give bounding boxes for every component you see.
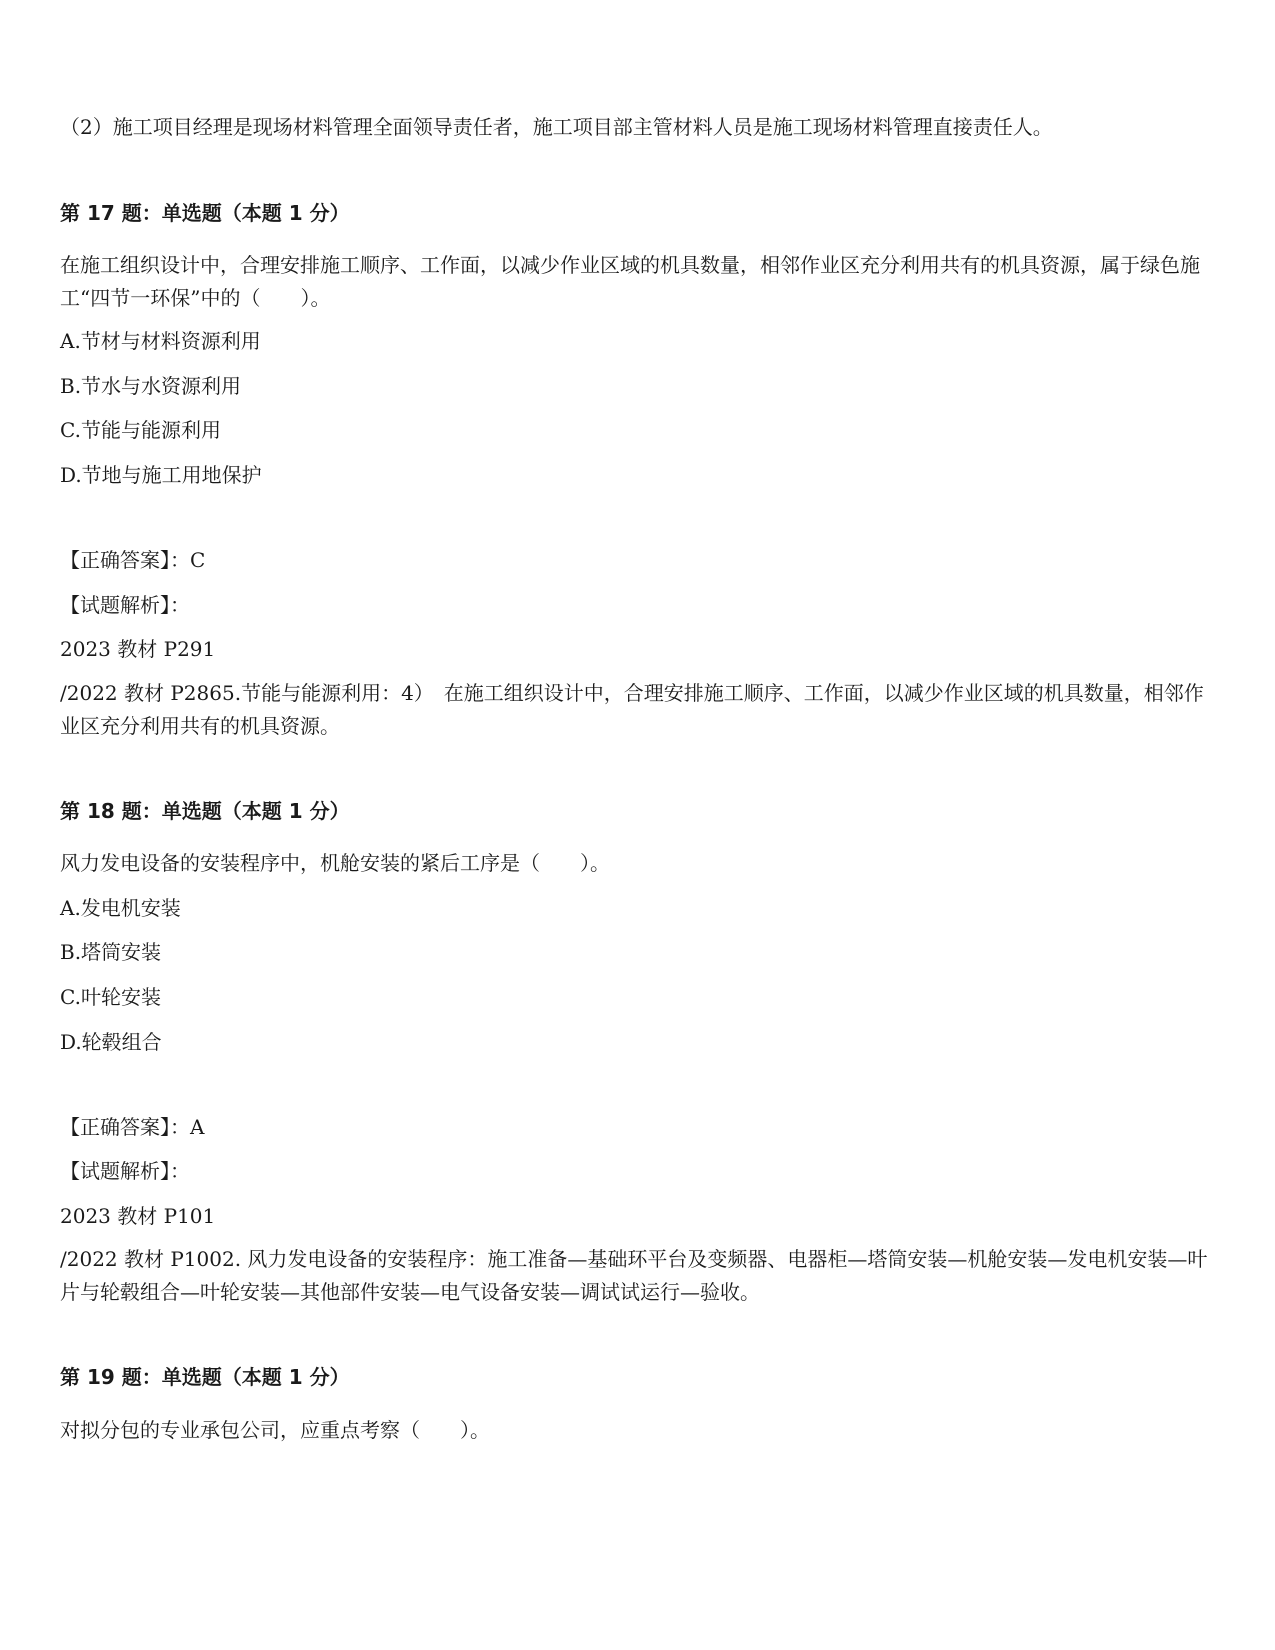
question-18-option-c: C.叶轮安装: [60, 985, 161, 1009]
question-18-analysis-label: 【试题解析】：: [60, 1159, 190, 1183]
question-18-stem: 风力发电设备的安装程序中，机舱安装的紧后工序是（ ）。: [60, 851, 610, 875]
intro-paragraph: （2）施工项目经理是现场材料管理全面领导责任者，施工项目部主管材料人员是施工现场材料管理直接责任人。: [60, 115, 1053, 139]
question-18-source: 2023 教材 P101: [60, 1204, 216, 1228]
question-17-option-a: A.节材与材料资源利用: [60, 329, 261, 353]
question-17-heading: 第 17 题：单选题（本题 1 分）: [60, 201, 350, 225]
question-18-answer: 【正确答案】：A: [60, 1115, 205, 1139]
question-17-analysis-label: 【试题解析】：: [60, 593, 190, 617]
question-17-answer: 【正确答案】：C: [60, 548, 206, 572]
question-17-explanation: /2022 教材 P2865.节能与能源利用：4） 在施工组织设计中，合理安排施工顺序、工作面，以减少作业区域的机具数量，相邻作业区充分利用共有的机具资源。: [60, 681, 1204, 738]
question-18-heading: 第 18 题：单选题（本题 1 分）: [60, 799, 350, 823]
question-18-explanation: /2022 教材 P1002. 风力发电设备的安装程序：施工准备—基础环平台及变频器、电器柜—塔筒安装—机舱安装—发电机安装—叶片与轮毂组合—叶轮安装—其他部件安装—电气设备安装—调试试运行—验收。: [60, 1247, 1208, 1304]
question-19-stem: 对拟分包的专业承包公司，应重点考察（ ）。: [60, 1418, 490, 1442]
question-17-option-d: D.节地与施工用地保护: [60, 463, 262, 487]
question-19-heading: 第 19 题：单选题（本题 1 分）: [60, 1365, 350, 1389]
question-17-stem: 在施工组织设计中，合理安排施工顺序、工作面，以减少作业区域的机具数量，相邻作业区充分利用共有的机具资源，属于绿色施工“四节一环保”中的（ ）。: [60, 253, 1200, 310]
question-18-option-b: B.塔筒安装: [60, 940, 162, 964]
question-18-option-a: A.发电机安装: [60, 896, 181, 920]
question-17-option-c: C.节能与能源利用: [60, 418, 221, 442]
question-17-source: 2023 教材 P291: [60, 637, 216, 661]
question-17-option-b: B.节水与水资源利用: [60, 374, 242, 398]
question-18-option-d: D.轮毂组合: [60, 1030, 162, 1054]
